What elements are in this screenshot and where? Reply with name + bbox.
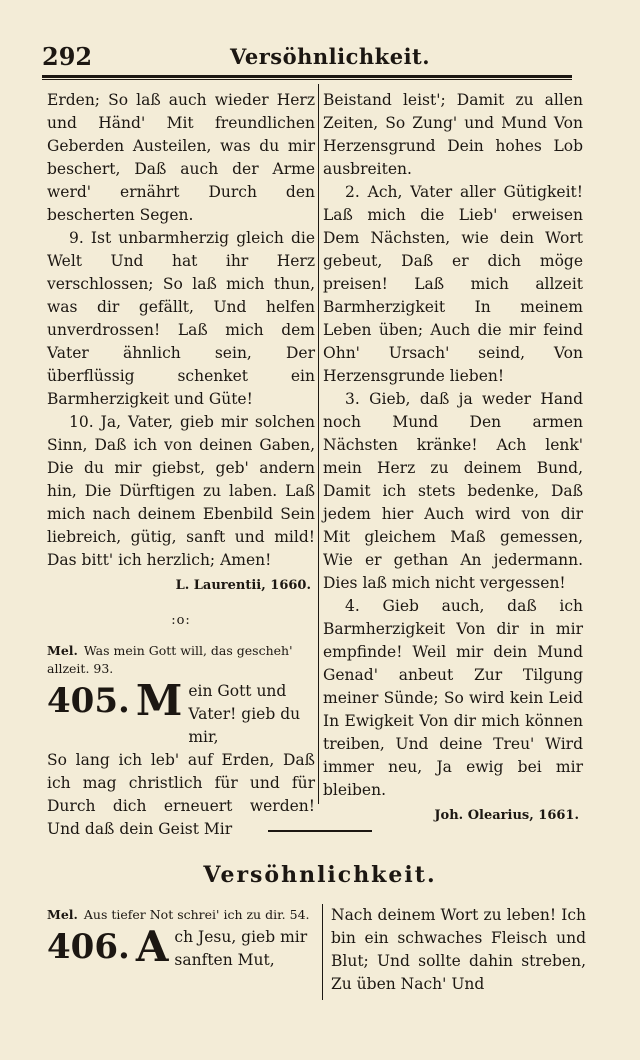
author-credit: Joh. Olearius, 1661.: [434, 808, 579, 823]
melody-label: Mel.: [47, 907, 78, 922]
verse-10: 10. Ja, Vater, gieb mir solchen Sinn, Daß ich von deinen Gaben, Die du mir giebst, geb' andern hin, Die Dürftigen zu laben. Laß mich nach deinem Ebenbild Sein liebreich, gütig, sanft und mild! Das bitt' ich herzlich; Amen!: [47, 413, 315, 569]
hymn-406-heading: [47, 922, 315, 972]
hymn-first-line: ein Gott und Vater! gieb du mir,: [188, 682, 301, 746]
drop-cap: A: [135, 922, 169, 971]
hymn-406-left: [47, 906, 315, 972]
separator: :o:: [171, 613, 191, 628]
hymn-first-line: ch Jesu, gieb mir sanften Mut,: [174, 928, 308, 969]
right-column: [323, 89, 583, 827]
hymn-406-text: Nach deinem Wort zu leben! Ich bin ein schwaches Fleisch und Blut; Und sollte dahin streben, Zu üben Nach' Und: [331, 906, 586, 993]
hymn-number: 406.: [47, 927, 130, 967]
hymn-number: 405.: [47, 681, 130, 721]
verse-3: 3. Gieb, daß ja weder Hand noch Mund Den armen Nächsten kränke! Ach lenk' mein Herz zu deinem Bund, Damit ich stets bedenke, Daß jedem hier Auch wird von dir Mit gleichem Maß gemessen, Wie er gethan An jedermann. Dies laß mich nicht vergessen!: [323, 390, 583, 592]
melody-text: Aus tiefer Not schrei' ich zu dir. 54.: [83, 907, 310, 922]
hymn-405-text: So lang ich leb' auf Erden, Daß ich mag christlich für und für Durch dich erneuert werden! Und daß dein Geist Mir: [47, 751, 315, 838]
hymn-405-heading: [47, 676, 315, 749]
melody-line: [47, 906, 315, 924]
left-column: [47, 89, 315, 841]
section-rule: [268, 830, 372, 832]
section-title: Versöhnlichkeit.: [203, 862, 437, 888]
verse-continuation: Erden; So laß auch wieder Herz und Händ' Mit freundlichen Geberden Austeilen, was du mir beschert, Daß auch der Arme werd' ernährt Durch den bescherten Segen.: [47, 91, 315, 224]
verse-9: 9. Ist unbarmherzig gleich die Welt Und hat ihr Herz verschlossen; So laß mich thun, was dir gefällt, Und helfen unverdrossen! Laß mich dem Vater ähnlich sein, Der überflüssig schenket ein Barmherzigkeit und Güte!: [47, 229, 315, 408]
header-rule: [42, 75, 572, 80]
column-divider: [318, 84, 319, 804]
page-number: 292: [42, 42, 93, 71]
hymn-406-right: [331, 904, 586, 996]
melody-label: Mel.: [47, 643, 78, 658]
drop-cap: M: [135, 676, 183, 725]
verse-2: 2. Ach, Vater aller Gütigkeit! Laß mich die Lieb' erweisen Dem Nächsten, wie dein Wort gebeut, Daß er dich möge preisen! Laß mich allzeit Barmherzigkeit In meinem Leben üben; Auch die mir feind Ohn' Ursach' seind, Von Herzensgrunde lieben!: [323, 183, 583, 385]
melody-line: [47, 642, 315, 678]
verse-4: 4. Gieb auch, daß ich Barmherzigkeit Von dir in mir empfinde! Weil mir dein Mund Genad' anbeut Zur Tilgung meiner Sünde; So wird kein Leid In Ewigkeit Von dir mich können treiben, Und deine Treu' Wird immer neu, Ja ewig bei mir bleiben.: [323, 597, 583, 799]
column-divider: [322, 904, 323, 1000]
verse-continuation: Beistand leist'; Damit zu allen Zeiten, So Zung' und Mund Von Herzensgrund Dein hohes Lob ausbreiten.: [323, 91, 583, 178]
running-title: Versöhnlichkeit.: [230, 44, 431, 69]
melody-text: Was mein Gott will, das gescheh' allzeit. 93.: [47, 643, 293, 676]
author-credit: L. Laurentii, 1660.: [175, 578, 311, 593]
